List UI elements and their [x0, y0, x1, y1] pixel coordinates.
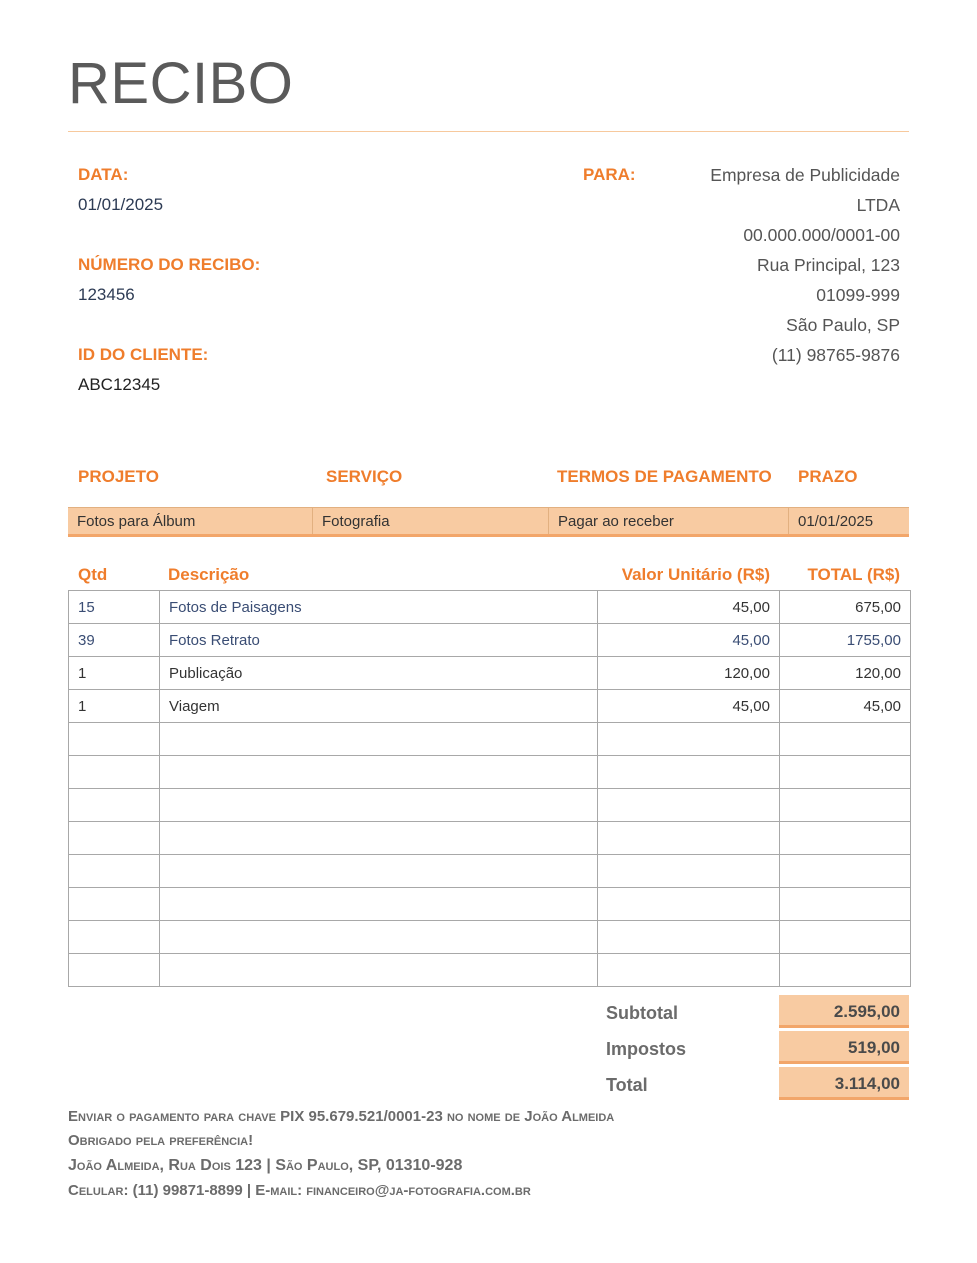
- sender-contact: Celular: (11) 99871-8899 | E-mail: financeiro@ja-fotografia.com.br: [68, 1182, 531, 1199]
- recipient-cnpj: 00.000.000/0001-00: [743, 225, 900, 245]
- description-header: Descrição: [168, 565, 250, 584]
- project-value: Fotos para Álbum: [68, 508, 313, 534]
- tax-value: 519,00: [779, 1031, 909, 1064]
- item-unit-price: 45,00: [598, 690, 780, 723]
- item-unit-price: 120,00: [598, 657, 780, 690]
- to-label: PARA:: [583, 165, 636, 184]
- item-unit-price: 45,00: [598, 624, 780, 657]
- empty-row: [69, 789, 911, 822]
- recipient-city: São Paulo, SP: [786, 315, 900, 335]
- table-row: [69, 624, 911, 657]
- subtotal-value: 2.595,00: [779, 995, 909, 1028]
- recipient-name-cont: LTDA: [856, 195, 900, 215]
- empty-row: [69, 855, 911, 888]
- line-total-header: TOTAL (R$): [807, 565, 900, 584]
- client-id-label: ID DO CLIENTE:: [78, 345, 209, 364]
- item-description: Fotos de Paisagens: [160, 591, 598, 624]
- payment-terms-value: Pagar ao receber: [549, 508, 789, 534]
- date-label: DATA:: [78, 165, 129, 184]
- payment-instructions: Enviar o pagamento para chave PIX 95.679.521/0001-23 no nome de João Almeida: [68, 1108, 615, 1125]
- table-row: [69, 690, 911, 723]
- total-label: Total: [606, 1075, 648, 1095]
- item-qty: 1: [69, 690, 160, 723]
- project-row: [68, 507, 909, 537]
- sender-address: João Almeida, Rua Dois 123 | São Paulo, SP, 01310-928: [68, 1157, 463, 1174]
- title-divider: [68, 131, 909, 132]
- service-header: SERVIÇO: [326, 467, 403, 486]
- service-value: Fotografia: [313, 508, 549, 534]
- thank-you-note: Obrigado pela preferência!: [68, 1132, 254, 1149]
- recipient-phone: (11) 98765-9876: [771, 345, 900, 365]
- due-date-value: 01/01/2025: [798, 513, 874, 530]
- empty-row: [69, 888, 911, 921]
- unit-price-header: Valor Unitário (R$): [621, 565, 770, 584]
- empty-row: [69, 756, 911, 789]
- project-header: PROJETO: [78, 467, 159, 486]
- date-value: 01/01/2025: [78, 195, 164, 214]
- tax-label: Impostos: [606, 1039, 687, 1059]
- qty-header: Qtd: [78, 565, 108, 584]
- due-date-header: PRAZO: [798, 467, 858, 486]
- subtotal-label: Subtotal: [606, 1003, 678, 1023]
- recipient-name: Empresa de Publicidade: [710, 165, 900, 185]
- payment-terms-header: TERMOS DE PAGAMENTO: [557, 467, 772, 486]
- item-qty: 1: [69, 657, 160, 690]
- receipt-number-label: NÚMERO DO RECIBO:: [78, 255, 261, 274]
- table-row: [69, 591, 911, 624]
- item-total: 45,00: [780, 690, 911, 723]
- item-description: Fotos Retrato: [160, 624, 598, 657]
- item-qty: 39: [69, 624, 160, 657]
- item-total: 120,00: [780, 657, 911, 690]
- empty-row: [69, 822, 911, 855]
- item-total: 1755,00: [780, 624, 911, 657]
- empty-row: [69, 723, 911, 756]
- total-value: 3.114,00: [779, 1067, 909, 1100]
- client-id-value: ABC12345: [78, 375, 161, 394]
- item-description: Viagem: [160, 690, 598, 723]
- item-total: 675,00: [780, 591, 911, 624]
- empty-row: [69, 954, 911, 987]
- recipient-street: Rua Principal, 123: [757, 255, 900, 275]
- recipient-zip: 01099-999: [816, 285, 900, 305]
- items-table: [68, 590, 911, 987]
- item-description: Publicação: [160, 657, 598, 690]
- item-qty: 15: [69, 591, 160, 624]
- table-row: [69, 657, 911, 690]
- item-unit-price: 45,00: [598, 591, 780, 624]
- page-title: RECIBO: [68, 51, 294, 116]
- receipt-number-value: 123456: [78, 285, 135, 304]
- empty-row: [69, 921, 911, 954]
